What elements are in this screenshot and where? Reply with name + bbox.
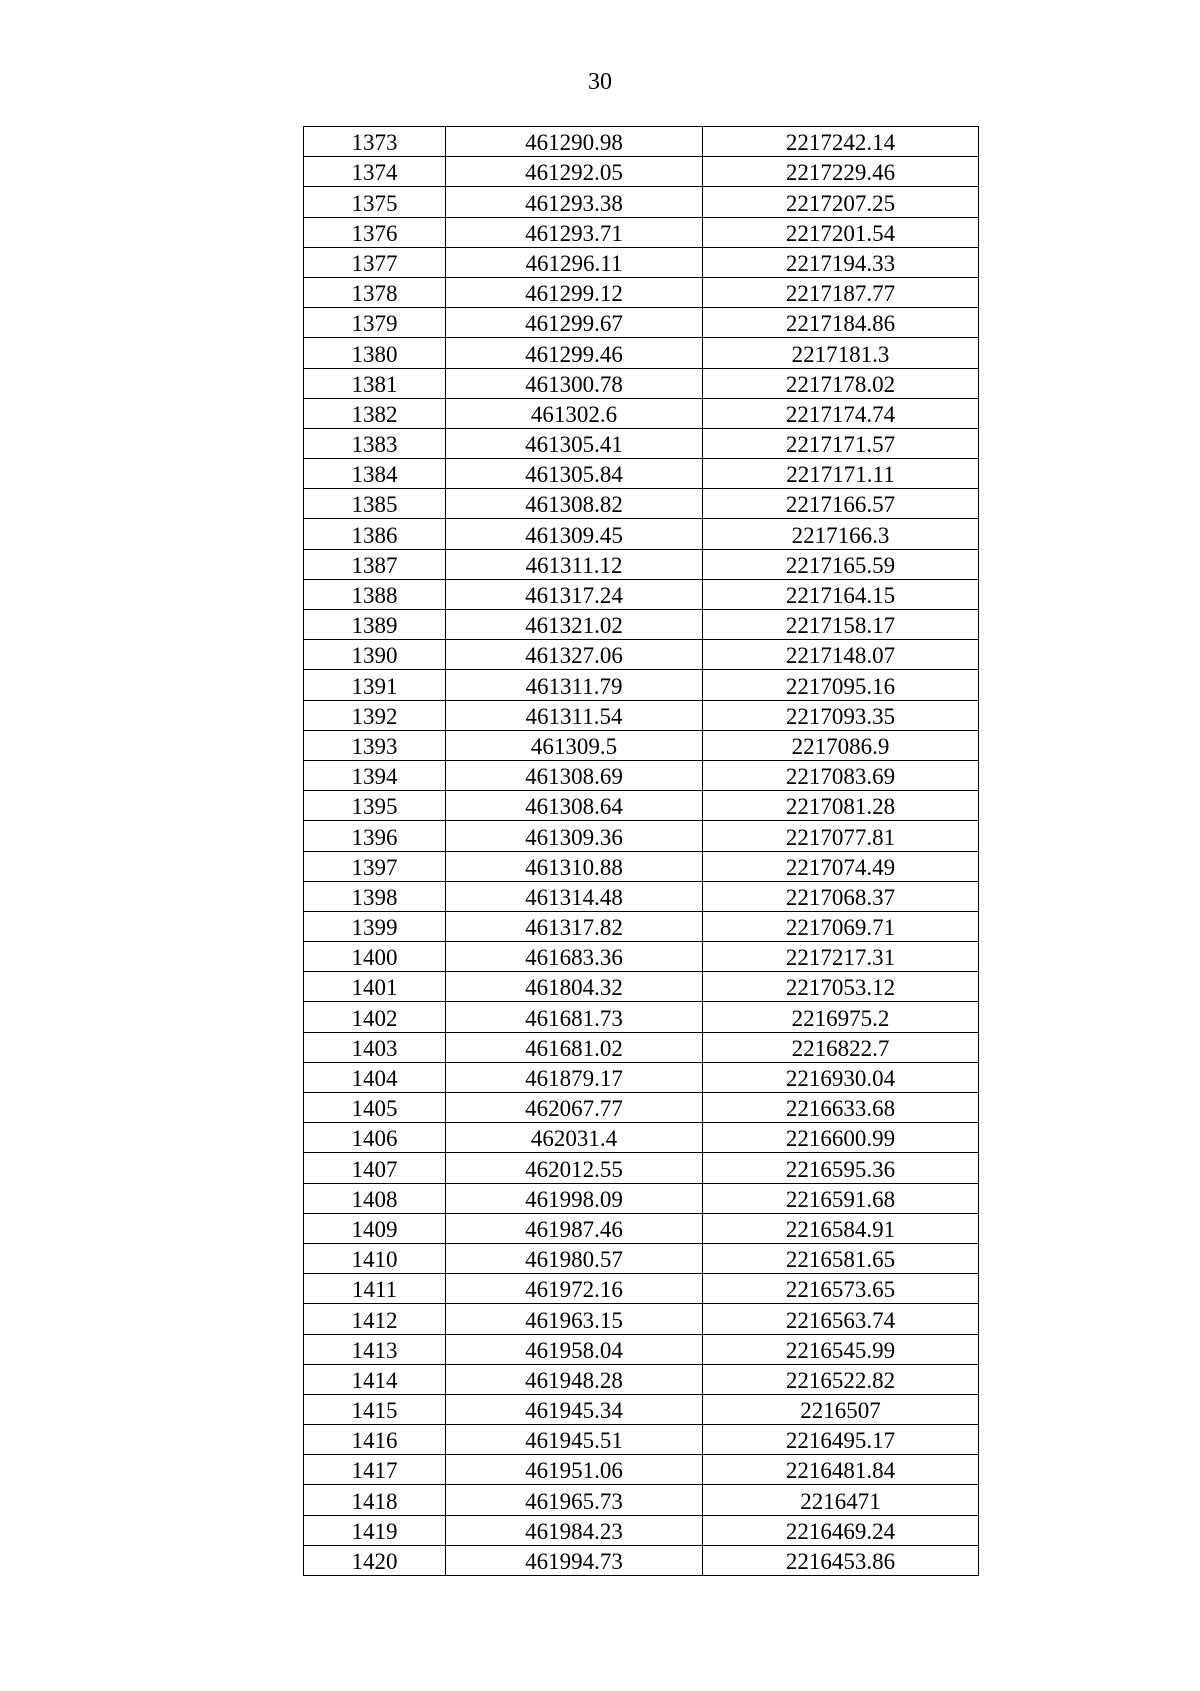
y-coordinate-cell: 2216545.99 — [703, 1334, 979, 1364]
y-coordinate-cell: 2217194.33 — [703, 247, 979, 277]
point-number-cell: 1414 — [304, 1364, 446, 1394]
table-row — [304, 1093, 979, 1123]
x-coordinate-cell: 461290.98 — [446, 127, 703, 157]
y-coordinate-cell: 2217068.37 — [703, 881, 979, 911]
table-row — [304, 549, 979, 579]
y-coordinate-cell: 2216581.65 — [703, 1243, 979, 1273]
table-row — [304, 157, 979, 187]
x-coordinate-cell: 461317.24 — [446, 579, 703, 609]
x-coordinate-cell: 462012.55 — [446, 1153, 703, 1183]
table-row — [304, 368, 979, 398]
table-row — [304, 1545, 979, 1575]
table-row — [304, 1123, 979, 1153]
y-coordinate-cell: 2216584.91 — [703, 1213, 979, 1243]
point-number-cell: 1390 — [304, 640, 446, 670]
y-coordinate-cell: 2217165.59 — [703, 549, 979, 579]
point-number-cell: 1416 — [304, 1425, 446, 1455]
table-row — [304, 640, 979, 670]
y-coordinate-cell: 2216471 — [703, 1485, 979, 1515]
point-number-cell: 1415 — [304, 1394, 446, 1424]
x-coordinate-cell: 461293.38 — [446, 187, 703, 217]
table-row — [304, 217, 979, 247]
point-number-cell: 1402 — [304, 1002, 446, 1032]
x-coordinate-cell: 461308.64 — [446, 791, 703, 821]
table-row — [304, 338, 979, 368]
point-number-cell: 1400 — [304, 942, 446, 972]
point-number-cell: 1420 — [304, 1545, 446, 1575]
x-coordinate-cell: 461309.5 — [446, 730, 703, 760]
point-number-cell: 1377 — [304, 247, 446, 277]
table-row — [304, 1183, 979, 1213]
x-coordinate-cell: 461299.46 — [446, 338, 703, 368]
point-number-cell: 1401 — [304, 972, 446, 1002]
x-coordinate-cell: 461994.73 — [446, 1545, 703, 1575]
y-coordinate-cell: 2217083.69 — [703, 760, 979, 790]
x-coordinate-cell: 461293.71 — [446, 217, 703, 247]
y-coordinate-cell: 2216595.36 — [703, 1153, 979, 1183]
x-coordinate-cell: 461987.46 — [446, 1213, 703, 1243]
x-coordinate-cell: 462031.4 — [446, 1123, 703, 1153]
y-coordinate-cell: 2216573.65 — [703, 1274, 979, 1304]
x-coordinate-cell: 461296.11 — [446, 247, 703, 277]
point-number-cell: 1399 — [304, 911, 446, 941]
point-number-cell: 1394 — [304, 760, 446, 790]
x-coordinate-cell: 461879.17 — [446, 1062, 703, 1092]
y-coordinate-cell: 2217201.54 — [703, 217, 979, 247]
point-number-cell: 1384 — [304, 459, 446, 489]
point-number-cell: 1419 — [304, 1515, 446, 1545]
x-coordinate-cell: 461299.67 — [446, 308, 703, 338]
point-number-cell: 1386 — [304, 519, 446, 549]
y-coordinate-cell: 2216600.99 — [703, 1123, 979, 1153]
point-number-cell: 1404 — [304, 1062, 446, 1092]
table-row — [304, 428, 979, 458]
y-coordinate-cell: 2216522.82 — [703, 1364, 979, 1394]
x-coordinate-cell: 461311.79 — [446, 670, 703, 700]
table-row — [304, 1304, 979, 1334]
y-coordinate-cell: 2217069.71 — [703, 911, 979, 941]
y-coordinate-cell: 2217187.77 — [703, 277, 979, 307]
table-row — [304, 1515, 979, 1545]
table-row — [304, 791, 979, 821]
y-coordinate-cell: 2216453.86 — [703, 1545, 979, 1575]
point-number-cell: 1376 — [304, 217, 446, 247]
y-coordinate-cell: 2217081.28 — [703, 791, 979, 821]
x-coordinate-cell: 461311.12 — [446, 549, 703, 579]
point-number-cell: 1389 — [304, 610, 446, 640]
table-row — [304, 489, 979, 519]
x-coordinate-cell: 461327.06 — [446, 640, 703, 670]
y-coordinate-cell: 2217166.3 — [703, 519, 979, 549]
y-coordinate-cell: 2217086.9 — [703, 730, 979, 760]
y-coordinate-cell: 2217171.11 — [703, 459, 979, 489]
point-number-cell: 1411 — [304, 1274, 446, 1304]
y-coordinate-cell: 2217178.02 — [703, 368, 979, 398]
table-row — [304, 1455, 979, 1485]
x-coordinate-cell: 461305.41 — [446, 428, 703, 458]
table-row — [304, 942, 979, 972]
x-coordinate-cell: 461311.54 — [446, 700, 703, 730]
table-row — [304, 519, 979, 549]
point-number-cell: 1381 — [304, 368, 446, 398]
point-number-cell: 1388 — [304, 579, 446, 609]
y-coordinate-cell: 2217093.35 — [703, 700, 979, 730]
table-row — [304, 277, 979, 307]
x-coordinate-cell: 461300.78 — [446, 368, 703, 398]
x-coordinate-cell: 461951.06 — [446, 1455, 703, 1485]
point-number-cell: 1385 — [304, 489, 446, 519]
table-row — [304, 398, 979, 428]
point-number-cell: 1373 — [304, 127, 446, 157]
y-coordinate-cell: 2217166.57 — [703, 489, 979, 519]
table-row — [304, 1364, 979, 1394]
x-coordinate-cell: 461305.84 — [446, 459, 703, 489]
y-coordinate-cell: 2216975.2 — [703, 1002, 979, 1032]
table-row — [304, 972, 979, 1002]
point-number-cell: 1374 — [304, 157, 446, 187]
y-coordinate-cell: 2217207.25 — [703, 187, 979, 217]
point-number-cell: 1403 — [304, 1032, 446, 1062]
x-coordinate-cell: 461292.05 — [446, 157, 703, 187]
table-row — [304, 1334, 979, 1364]
table-row — [304, 730, 979, 760]
y-coordinate-cell: 2217074.49 — [703, 851, 979, 881]
point-number-cell: 1407 — [304, 1153, 446, 1183]
y-coordinate-cell: 2216633.68 — [703, 1093, 979, 1123]
table-row — [304, 1485, 979, 1515]
y-coordinate-cell: 2217174.74 — [703, 398, 979, 428]
table-row — [304, 247, 979, 277]
y-coordinate-cell: 2216930.04 — [703, 1062, 979, 1092]
y-coordinate-cell: 2217184.86 — [703, 308, 979, 338]
y-coordinate-cell: 2217077.81 — [703, 821, 979, 851]
point-number-cell: 1412 — [304, 1304, 446, 1334]
point-number-cell: 1409 — [304, 1213, 446, 1243]
y-coordinate-cell: 2216822.7 — [703, 1032, 979, 1062]
x-coordinate-cell: 462067.77 — [446, 1093, 703, 1123]
table-row — [304, 851, 979, 881]
table-row — [304, 881, 979, 911]
x-coordinate-cell: 461804.32 — [446, 972, 703, 1002]
table-row — [304, 1274, 979, 1304]
x-coordinate-cell: 461681.73 — [446, 1002, 703, 1032]
table-row — [304, 911, 979, 941]
coordinates-table-body — [304, 127, 979, 1576]
x-coordinate-cell: 461681.02 — [446, 1032, 703, 1062]
coordinates-table — [303, 126, 979, 1576]
point-number-cell: 1380 — [304, 338, 446, 368]
y-coordinate-cell: 2216469.24 — [703, 1515, 979, 1545]
y-coordinate-cell: 2217181.3 — [703, 338, 979, 368]
y-coordinate-cell: 2216563.74 — [703, 1304, 979, 1334]
x-coordinate-cell: 461310.88 — [446, 851, 703, 881]
x-coordinate-cell: 461963.15 — [446, 1304, 703, 1334]
x-coordinate-cell: 461984.23 — [446, 1515, 703, 1545]
x-coordinate-cell: 461308.82 — [446, 489, 703, 519]
point-number-cell: 1413 — [304, 1334, 446, 1364]
point-number-cell: 1393 — [304, 730, 446, 760]
table-row — [304, 1032, 979, 1062]
x-coordinate-cell: 461980.57 — [446, 1243, 703, 1273]
point-number-cell: 1405 — [304, 1093, 446, 1123]
point-number-cell: 1398 — [304, 881, 446, 911]
table-row — [304, 1425, 979, 1455]
table-row — [304, 187, 979, 217]
y-coordinate-cell: 2216481.84 — [703, 1455, 979, 1485]
x-coordinate-cell: 461945.34 — [446, 1394, 703, 1424]
table-row — [304, 700, 979, 730]
table-row — [304, 760, 979, 790]
x-coordinate-cell: 461965.73 — [446, 1485, 703, 1515]
y-coordinate-cell: 2217095.16 — [703, 670, 979, 700]
x-coordinate-cell: 461683.36 — [446, 942, 703, 972]
point-number-cell: 1379 — [304, 308, 446, 338]
point-number-cell: 1382 — [304, 398, 446, 428]
point-number-cell: 1378 — [304, 277, 446, 307]
point-number-cell: 1397 — [304, 851, 446, 881]
point-number-cell: 1406 — [304, 1123, 446, 1153]
x-coordinate-cell: 461308.69 — [446, 760, 703, 790]
y-coordinate-cell: 2217171.57 — [703, 428, 979, 458]
y-coordinate-cell: 2216591.68 — [703, 1183, 979, 1213]
table-row — [304, 127, 979, 157]
point-number-cell: 1410 — [304, 1243, 446, 1273]
table-row — [304, 579, 979, 609]
y-coordinate-cell: 2217242.14 — [703, 127, 979, 157]
y-coordinate-cell: 2216507 — [703, 1394, 979, 1424]
y-coordinate-cell: 2217229.46 — [703, 157, 979, 187]
y-coordinate-cell: 2217164.15 — [703, 579, 979, 609]
table-row — [304, 1213, 979, 1243]
table-row — [304, 1243, 979, 1273]
table-row — [304, 1062, 979, 1092]
page-number: 30 — [588, 69, 612, 95]
point-number-cell: 1417 — [304, 1455, 446, 1485]
y-coordinate-cell: 2217217.31 — [703, 942, 979, 972]
point-number-cell: 1395 — [304, 791, 446, 821]
table-row — [304, 1002, 979, 1032]
point-number-cell: 1396 — [304, 821, 446, 851]
point-number-cell: 1408 — [304, 1183, 446, 1213]
x-coordinate-cell: 461309.45 — [446, 519, 703, 549]
x-coordinate-cell: 461317.82 — [446, 911, 703, 941]
x-coordinate-cell: 461309.36 — [446, 821, 703, 851]
point-number-cell: 1391 — [304, 670, 446, 700]
x-coordinate-cell: 461302.6 — [446, 398, 703, 428]
y-coordinate-cell: 2217053.12 — [703, 972, 979, 1002]
point-number-cell: 1383 — [304, 428, 446, 458]
x-coordinate-cell: 461314.48 — [446, 881, 703, 911]
x-coordinate-cell: 461972.16 — [446, 1274, 703, 1304]
x-coordinate-cell: 461948.28 — [446, 1364, 703, 1394]
table-row — [304, 670, 979, 700]
x-coordinate-cell: 461998.09 — [446, 1183, 703, 1213]
table-row — [304, 1153, 979, 1183]
point-number-cell: 1392 — [304, 700, 446, 730]
x-coordinate-cell: 461958.04 — [446, 1334, 703, 1364]
table-row — [304, 459, 979, 489]
point-number-cell: 1418 — [304, 1485, 446, 1515]
table-row — [304, 821, 979, 851]
table-row — [304, 308, 979, 338]
y-coordinate-cell: 2216495.17 — [703, 1425, 979, 1455]
table-row — [304, 1394, 979, 1424]
x-coordinate-cell: 461299.12 — [446, 277, 703, 307]
y-coordinate-cell: 2217148.07 — [703, 640, 979, 670]
x-coordinate-cell: 461321.02 — [446, 610, 703, 640]
x-coordinate-cell: 461945.51 — [446, 1425, 703, 1455]
point-number-cell: 1375 — [304, 187, 446, 217]
point-number-cell: 1387 — [304, 549, 446, 579]
y-coordinate-cell: 2217158.17 — [703, 610, 979, 640]
table-row — [304, 610, 979, 640]
